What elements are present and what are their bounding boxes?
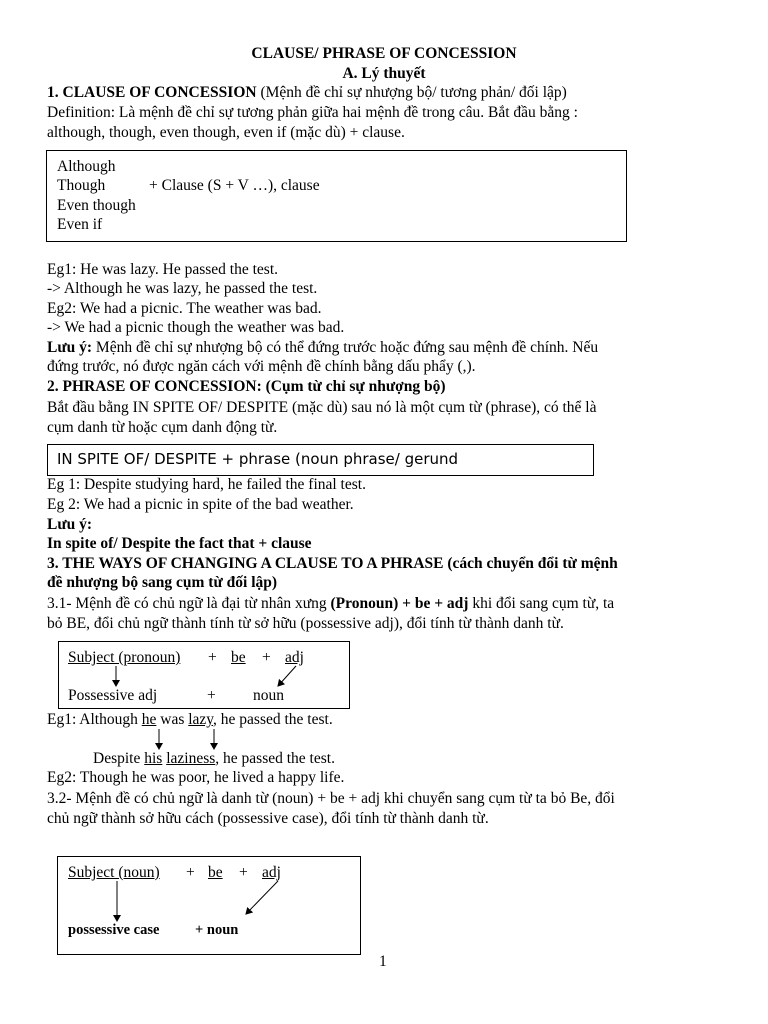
section1-note-text: Mệnh đề chỉ sự nhượng bộ có thể đứng trước hoặc đứng sau mệnh đề chính. Nếu [92,339,599,356]
box2-adj-arrow [246,881,278,914]
clause-formula: + Clause (S + V …), clause [149,177,320,194]
section2-note-text: In spite of/ Despite the fact that + clause [47,535,312,552]
section1-example2-result: -> We had a picnic though the weather was bad. [47,319,345,336]
conjunction-even-though: Even though [57,197,136,214]
eg1r-laziness: laziness [166,750,216,767]
eg1r-part-a: Despite [93,750,145,767]
section1-definition-line1: Definition: Là mệnh đề chỉ sự tương phản giữa hai mệnh đề trong câu. Bắt đầu bằng : [47,104,578,121]
section3-heading-line1: 3. THE WAYS OF CHANGING A CLAUSE TO A PHRASE (cách chuyển đổi từ mệnh [47,555,618,572]
page-title: CLAUSE/ PHRASE OF CONCESSION [251,45,517,62]
rule2-line2: chủ ngữ thành sở hữu cách (possessive case), đổi tính từ thành danh từ. [47,810,489,827]
section2-example2: Eg 2: We had a picnic in spite of the bad weather. [47,496,354,513]
section2-note-label: Lưu ý: [47,516,93,533]
box2-be: be [208,864,223,881]
rule2-line1: 3.2- Mệnh đề có chủ ngữ là danh từ (noun) + be + adj khi chuyển sang cụm từ ta bỏ Be, đổi [47,790,615,807]
box1-adj-arrow [278,666,296,686]
box1-subject: Subject (pronoun) [68,649,181,666]
section1-heading-note: (Mệnh đề chỉ sự nhượng bộ/ tương phản/ đối lập) [256,84,567,101]
rule1-example2: Eg2: Though he was poor, he lived a happy life. [47,769,345,786]
page-number: 1 [379,953,387,970]
eg1-he: he [141,711,157,728]
section1-note-label: Lưu ý: [47,339,93,356]
eg1r-part-c: , he passed the test. [215,750,335,767]
section1-note-line2: đứng trước, nó được ngăn cách với mệnh đề chính bằng dấu phẩy (,). [47,358,476,375]
phrase-formula: IN SPITE OF/ DESPITE + phrase (noun phrase/ gerund [57,450,459,468]
rule1-line2: bỏ BE, đổi chủ ngữ thành tính từ sở hữu (possessive adj), đổi tính từ thành danh từ. [47,615,564,632]
section1-example2: Eg2: We had a picnic. The weather was bad. [47,300,322,317]
section2-line2: cụm danh từ hoặc cụm danh động từ. [47,419,278,436]
rule1-pre: 3.1- Mệnh đề có chủ ngữ là đại từ nhân xưng [47,595,331,612]
section1-definition-line2: although, though, even though, even if (mặc dù) + clause. [47,124,405,141]
box1-adj: adj [285,649,304,666]
section2-heading: 2. PHRASE OF CONCESSION: (Cụm từ chỉ sự nhượng bộ) [47,378,446,395]
box2-result-right: + noun [195,922,239,938]
box2-plus2: + [239,864,248,881]
box1-plus3: + [207,687,216,704]
box1-result-right: noun [253,687,284,704]
conjunction-though: Though [57,177,106,194]
box1-result-left: Possessive adj [68,687,158,704]
box2-subject: Subject (noun) [68,864,160,881]
page-subtitle: A. Lý thuyết [342,65,426,82]
box1-plus1: + [208,649,217,666]
rule1-formula: (Pronoun) + be + adj [330,595,469,612]
conjunction-even-if: Even if [57,216,103,233]
box1-plus2: + [262,649,271,666]
eg1r-his: his [144,750,163,767]
conjunction-although: Although [57,158,116,175]
rule1-post: khi đổi sang cụm từ, ta [468,595,615,612]
section2-line1: Bắt đầu bằng IN SPITE OF/ DESPITE (mặc dù) sau nó là một cụm từ (phrase), có thể là [47,399,597,416]
box2-result-left: possessive case [68,922,160,938]
section3-heading-line2: đề nhượng bộ sang cụm từ đối lập) [47,574,278,591]
section1-example1-result: -> Although he was lazy, he passed the test. [47,280,318,297]
box1-be: be [231,649,246,666]
eg1-part-c: , he passed the test. [213,711,333,728]
section2-example1: Eg 1: Despite studying hard, he failed the final test. [47,476,366,493]
box2-adj: adj [262,864,281,881]
eg1-part-b: was [156,711,189,728]
eg1-lazy: lazy [188,711,214,728]
box2-plus1: + [186,864,195,881]
section1-heading-text: 1. CLAUSE OF CONCESSION [47,84,257,101]
section1-example1: Eg1: He was lazy. He passed the test. [47,261,278,278]
eg1-part-a: Eg1: Although [47,711,142,728]
